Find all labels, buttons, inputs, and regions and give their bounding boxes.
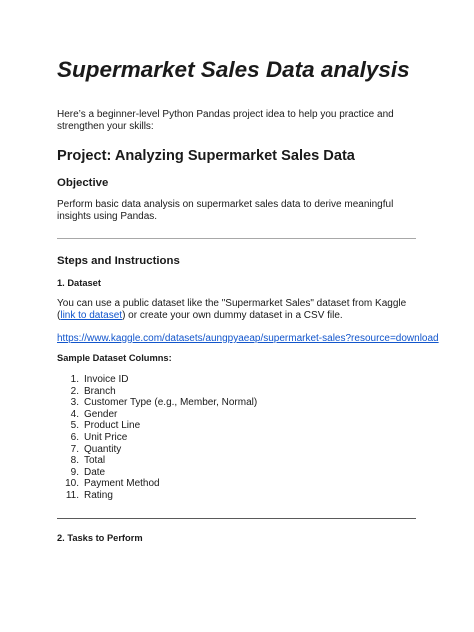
list-item-number: 2. (70, 385, 79, 397)
list-item-number: 9. (70, 466, 79, 478)
list-item-number: 10. (65, 478, 79, 490)
steps-heading: Steps and Instructions (57, 255, 180, 267)
list-item-number: 8. (70, 455, 79, 467)
tasks-heading: 2. Tasks to Perform (57, 533, 143, 543)
list-item-label: Payment Method (84, 478, 160, 490)
list-item-label: Rating (84, 489, 113, 501)
list-item-number: 11. (65, 489, 79, 501)
list-item-label: Customer Type (e.g., Member, Normal) (84, 397, 258, 409)
dataset-url-link[interactable]: https://www.kaggle.com/datasets/aungpyaeap/supermarket-sales?resource=download (57, 333, 439, 344)
list-item-number: 6. (70, 431, 79, 443)
objective-paragraph: Perform basic data analysis on supermarket sales data to derive meaningful insights using Pandas. (57, 199, 394, 222)
list-item (57, 409, 357, 421)
columns-heading: Sample Dataset Columns: (57, 353, 172, 363)
dataset-link[interactable]: link to dataset (60, 310, 123, 321)
dataset-text-before-link: You can use a public dataset like the "Supermarket Sales" dataset from Kaggle ( (57, 298, 407, 321)
list-item-label: Date (84, 466, 106, 478)
list-item (57, 478, 357, 490)
list-item-label: Quantity (84, 443, 122, 455)
horizontal-rule (57, 518, 416, 519)
list-item (57, 374, 357, 386)
list-item (57, 432, 357, 444)
intro-paragraph: Here’s a beginner-level Python Pandas project idea to help you practice and strengthen your skills: (57, 109, 394, 132)
list-item-number: 5. (70, 420, 79, 432)
list-item-label: Total (84, 455, 106, 467)
list-item (57, 444, 357, 456)
list-item (57, 386, 357, 398)
list-item-label: Unit Price (84, 431, 128, 443)
list-item (57, 467, 357, 479)
list-item (57, 420, 357, 432)
list-item-number: 4. (70, 408, 79, 420)
dataset-paragraph (57, 298, 421, 322)
list-item-number: 7. (70, 443, 79, 455)
list-item (57, 490, 357, 502)
document-title: Supermarket Sales Data analysis (57, 57, 410, 82)
list-item (57, 455, 357, 467)
dataset-text-after-link: ) or create your own dummy dataset in a CSV file. (122, 310, 343, 321)
project-heading: Project: Analyzing Supermarket Sales Data (57, 148, 355, 164)
objective-heading: Objective (57, 177, 109, 189)
list-item-number: 3. (70, 397, 79, 409)
list-item-label: Invoice ID (84, 374, 129, 385)
list-item-label: Gender (84, 408, 118, 420)
list-item-number: 1. (70, 374, 79, 385)
horizontal-rule (57, 238, 416, 239)
list-item (57, 397, 357, 409)
list-item-label: Branch (84, 385, 116, 397)
dataset-columns-list (57, 374, 357, 502)
dataset-heading: 1. Dataset (57, 278, 101, 288)
list-item-label: Product Line (84, 420, 141, 432)
